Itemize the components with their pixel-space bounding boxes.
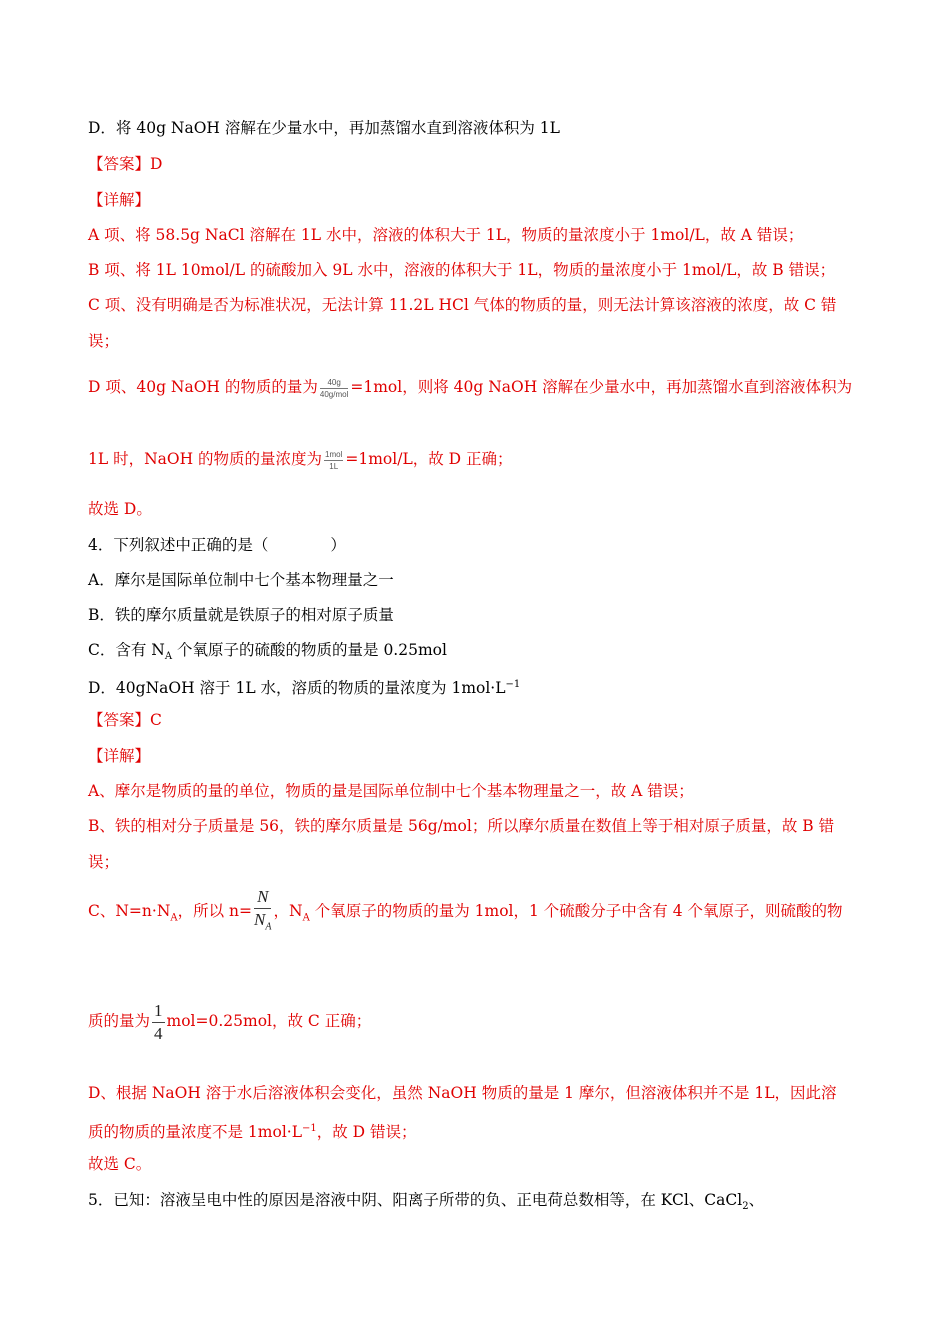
q4-option-c [88, 640, 447, 667]
q4-explanation-d-line2 [88, 1119, 417, 1142]
q3-explanation-b: B 项、将 1L 10mol/L 的硫酸加入 9L 水中，溶液的体积大于 1L，物质的量浓度小于 1mol/L，故 B 错误； [88, 261, 836, 279]
q4-exp-d2-pre: 质的物质的量浓度不是 1mol·L [88, 1123, 302, 1142]
subscript-a: A [302, 912, 310, 924]
q5-stem-post: 、 [748, 1191, 765, 1209]
q3-explanation-c-line2: 误； [88, 332, 120, 350]
q4-option-d [88, 675, 520, 698]
fraction-n-over-na [254, 886, 271, 938]
q4-conclusion: 故选 C。 [88, 1155, 152, 1173]
superscript-minus-one: −1 [302, 1123, 317, 1134]
q3-answer: 【答案】D [88, 155, 163, 173]
q4-explanation-c-line2 [88, 994, 371, 1048]
q4-explanation-b-line1: B、铁的相对分子质量是 56，铁的摩尔质量是 56g/mol；所以摩尔质量在数值上等于相对原子质量，故 B 错 [88, 817, 835, 835]
fraction-numerator: 40g [320, 377, 348, 389]
q5-stem-pre: 5．已知：溶液呈电中性的原因是溶液中阴、阳离子所带的负、正电荷总数相等，在 KCl、CaCl [88, 1191, 743, 1209]
q3-exp-d2-pre: 1L 时，NaOH 的物质的量浓度为 [88, 450, 323, 468]
fraction-numerator: 1 [152, 1000, 165, 1023]
q4-option-b: B．铁的摩尔质量就是铁原子的相对原子质量 [88, 606, 394, 624]
q3-option-d: D．将 40g NaOH 溶解在少量水中，再加蒸馏水直到溶液体积为 1L [88, 119, 560, 137]
fraction-denominator [254, 909, 271, 938]
q4-option-a: A．摩尔是国际单位制中七个基本物理量之一 [88, 571, 394, 589]
q3-conclusion: 故选 D。 [88, 500, 152, 518]
subscript-two: 2 [742, 1201, 749, 1213]
q4-exp-c1-d: 个氧原子的物质的量为 1mol，1 个硫酸分子中含有 4 个氧原子，则硫酸的物 [309, 902, 843, 921]
fraction-moles-over-volume [324, 449, 343, 472]
fraction-mass-over-molar-mass [320, 377, 348, 400]
q4-option-c-pre: C．含有 N [88, 641, 165, 659]
q3-exp-d1-post: =1mol，则将 40g NaOH 溶解在少量水中，再加蒸馏水直到溶液体积为 [350, 378, 853, 396]
subscript-a: A [265, 921, 272, 933]
q3-explanation-d-line1 [88, 368, 852, 406]
fraction-one-quarter [152, 1000, 165, 1045]
superscript-minus-one: −1 [505, 679, 521, 690]
q3-exp-d1-pre: D 项、40g NaOH 的物质的量为 [88, 378, 318, 396]
q4-option-c-post: 个氧原子的硫酸的物质的量是 0.25mol [172, 641, 447, 659]
subscript-a: A [164, 651, 173, 663]
fraction-denominator: 1L [329, 461, 339, 471]
q3-explanation-c-line1: C 项、没有明确是否为标准状况，无法计算 11.2L HCl 气体的物质的量，则无法计算该溶液的浓度，故 C 错 [88, 296, 837, 314]
q4-stem: 4．下列叙述中正确的是（ ） [88, 536, 346, 554]
q4-exp-c2-post: mol=0.25mol，故 C 正确； [166, 1012, 372, 1030]
fraction-denominator-n: N [254, 910, 266, 929]
fraction-numerator: 1mol [325, 449, 343, 459]
q4-exp-c1-b: ，所以 n= [177, 902, 253, 921]
fraction-denominator: 4 [154, 1023, 163, 1043]
q4-option-d-pre: D．40gNaOH 溶于 1L 水，溶质的物质的量浓度为 1mol·L [88, 679, 506, 698]
q4-explanation-b-line2: 误； [88, 853, 120, 871]
q4-explanation-a: A、摩尔是物质的量的单位，物质的量是国际单位制中七个基本物理量之一，故 A 错误； [88, 782, 694, 800]
q4-exp-c1-c: ，N [273, 902, 303, 921]
subscript-a: A [170, 912, 178, 924]
q3-explanation-d-line2 [88, 440, 513, 478]
q3-detail-label: 【详解】 [88, 191, 151, 209]
q4-detail-label: 【详解】 [88, 747, 151, 765]
fraction-numerator: N [254, 886, 271, 909]
q3-exp-d2-post: =1mol/L，故 D 正确； [345, 450, 513, 468]
q4-explanation-c-line1 [88, 886, 843, 943]
q4-answer: 【答案】C [88, 711, 162, 729]
q4-exp-c2-pre: 质的量为 [88, 1012, 151, 1030]
q5-stem [88, 1190, 764, 1217]
q4-exp-c1-a: C、N=n·N [88, 902, 171, 921]
q3-explanation-a: A 项、将 58.5g NaCl 溶解在 1L 水中，溶液的体积大于 1L，物质的量浓度小于 1mol/L，故 A 错误； [88, 226, 804, 244]
q4-exp-d2-post: ，故 D 错误； [316, 1123, 417, 1142]
fraction-denominator: 40g/mol [319, 389, 349, 399]
q4-explanation-d-line1: D、根据 NaOH 溶于水后溶液体积会变化，虽然 NaOH 物质的量是 1 摩尔，但溶液体积并不是 1L，因此溶 [88, 1084, 837, 1102]
